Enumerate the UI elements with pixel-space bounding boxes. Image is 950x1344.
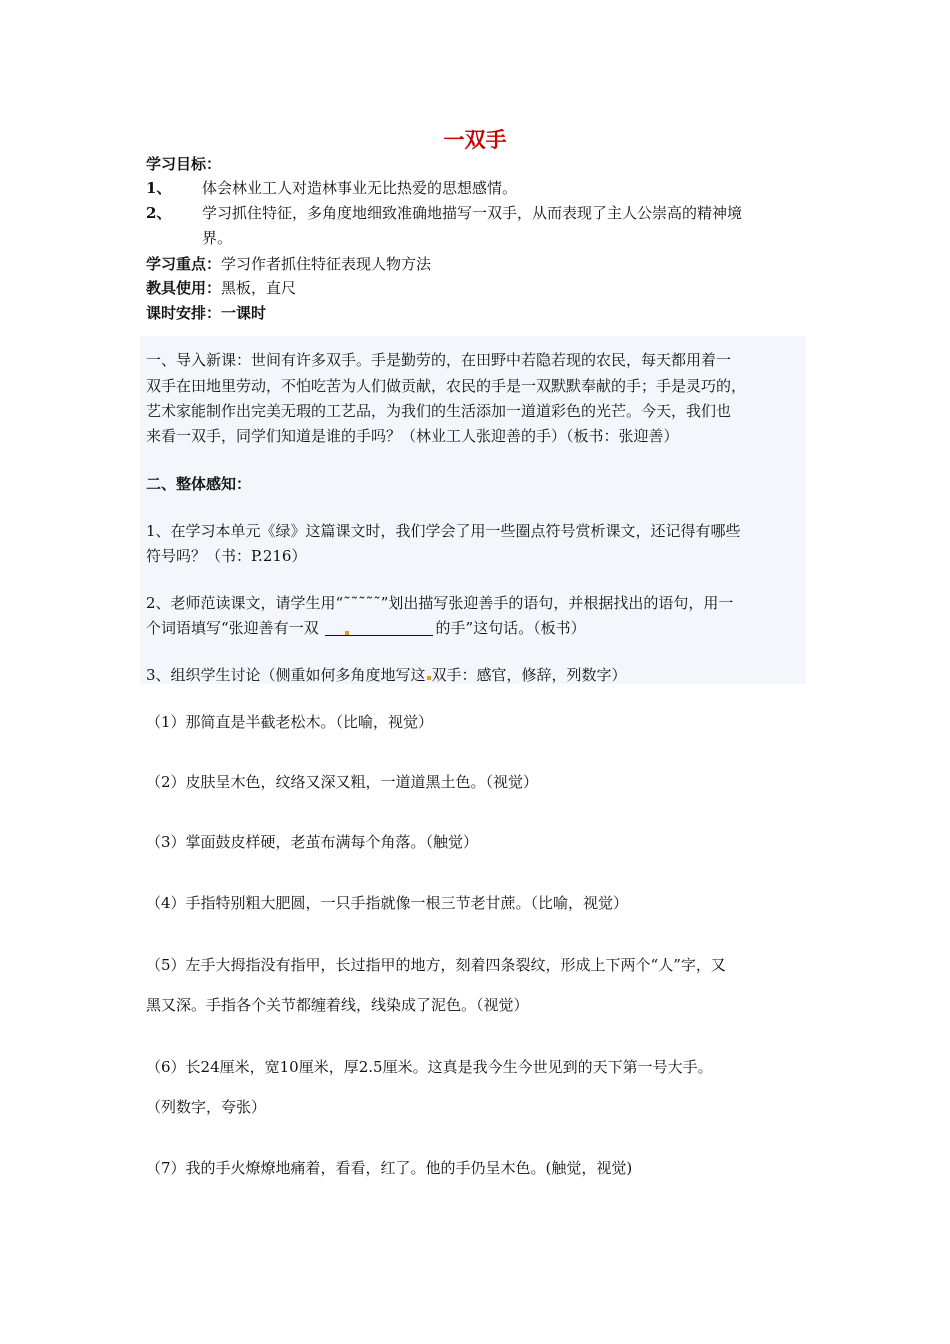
tools-text: 黑板，直尺: [221, 279, 297, 297]
goal-text: 学习抓住特征，多角度地细致准确地描写一双手，从而表现了主人公崇高的精神境: [202, 204, 743, 222]
sentence-line: 黑又深。手指各个关节都缠着线，线染成了泥色。（视觉）: [146, 996, 529, 1014]
fill-prefix: 个词语填写“张迎善有一双: [146, 619, 319, 637]
sentence-line: （5）左手大拇指没有指甲，长过指甲的地方，刻着四条裂纹，形成上下两个“人”字，又: [146, 956, 726, 974]
goal-number: 2、: [146, 204, 172, 222]
goal-text: 体会林业工人对造林事业无比热爱的思想感情。: [202, 179, 518, 197]
tools-line: [146, 277, 296, 298]
schedule-text: 一课时: [221, 304, 267, 322]
schedule-line: [146, 302, 266, 323]
focus-line: [146, 253, 431, 274]
goals-heading: 学习目标：: [146, 155, 222, 173]
intro-line: 一、导入新课：世间有许多双手。手是勤劳的，在田野中若隐若现的农民，每天都用着一: [146, 351, 732, 369]
sentence-line: （6）长24厘米，宽10厘米，厚2.5厘米。这真是我今生今世见到的天下第一号大手。: [146, 1058, 713, 1076]
intro-line: 来看一双手，同学们知道是谁的手吗？（林业工人张迎善的手）（板书：张迎善）: [146, 427, 679, 445]
fill-suffix: 的手”这句话。（板书）: [435, 619, 586, 637]
section2-p3-line: [146, 664, 627, 685]
cursor-mark: [427, 676, 431, 680]
sentence-line: （1）那简直是半截老松木。（比喻，视觉）: [146, 713, 434, 731]
section2-heading: 二、整体感知：: [146, 475, 252, 493]
focus-label: 学习重点：: [146, 255, 222, 273]
section2-p1-line: 符号吗？（书：P.216）: [146, 547, 307, 565]
sentence-line: （列数字，夸张）: [146, 1098, 267, 1116]
document-title: 一双手: [443, 127, 507, 152]
section2-p2-fill-line: [146, 617, 586, 638]
sentence-line: （3）掌面鼓皮样硬，老茧布满每个角落。（触觉）: [146, 833, 479, 851]
p3-suffix: 双手：感官，修辞，列数字）: [431, 666, 627, 684]
schedule-label: 课时安排：: [146, 304, 222, 322]
intro-line: 艺术家能制作出完美无瑕的工艺品，为我们的生活添加一道道彩色的光芒。今天，我们也: [146, 402, 732, 420]
p3-prefix: 3、组织学生讨论（侧重如何多角度地写这: [146, 666, 426, 684]
sentence-line: （2）皮肤呈木色，纹络又深又粗，一道道黑土色。（视觉）: [146, 773, 539, 791]
goal-item-1: [146, 177, 517, 198]
focus-text: 学习作者抓住特征表现人物方法: [221, 255, 432, 273]
goal-item-2-continued: 界。: [202, 229, 233, 247]
section2-p2-line: 2、老师范读课文，请学生用“˜˜˜˜˜”划出描写张迎善手的语句，并根据找出的语句，用一: [146, 594, 734, 612]
intro-line: 双手在田地里劳动，不怕吃苦为人们做贡献，农民的手是一双默默奉献的手；手是灵巧的，: [146, 377, 747, 395]
fill-blank: [325, 621, 433, 636]
sentence-line: （7）我的手火燎燎地痛着，看看，红了。他的手仍呈木色。(触觉，视觉): [146, 1159, 633, 1177]
goal-number: 1、: [146, 179, 172, 197]
sentence-line: （4）手指特别粗大肥圆，一只手指就像一根三节老甘蔗。（比喻，视觉）: [146, 894, 629, 912]
tools-label: 教具使用：: [146, 279, 222, 297]
cursor-mark: [345, 631, 349, 635]
section2-p1-line: 1、在学习本单元《绿》这篇课文时，我们学会了用一些圈点符号赏析课文，还记得有哪些: [146, 522, 741, 540]
goal-item-2: [146, 202, 742, 223]
